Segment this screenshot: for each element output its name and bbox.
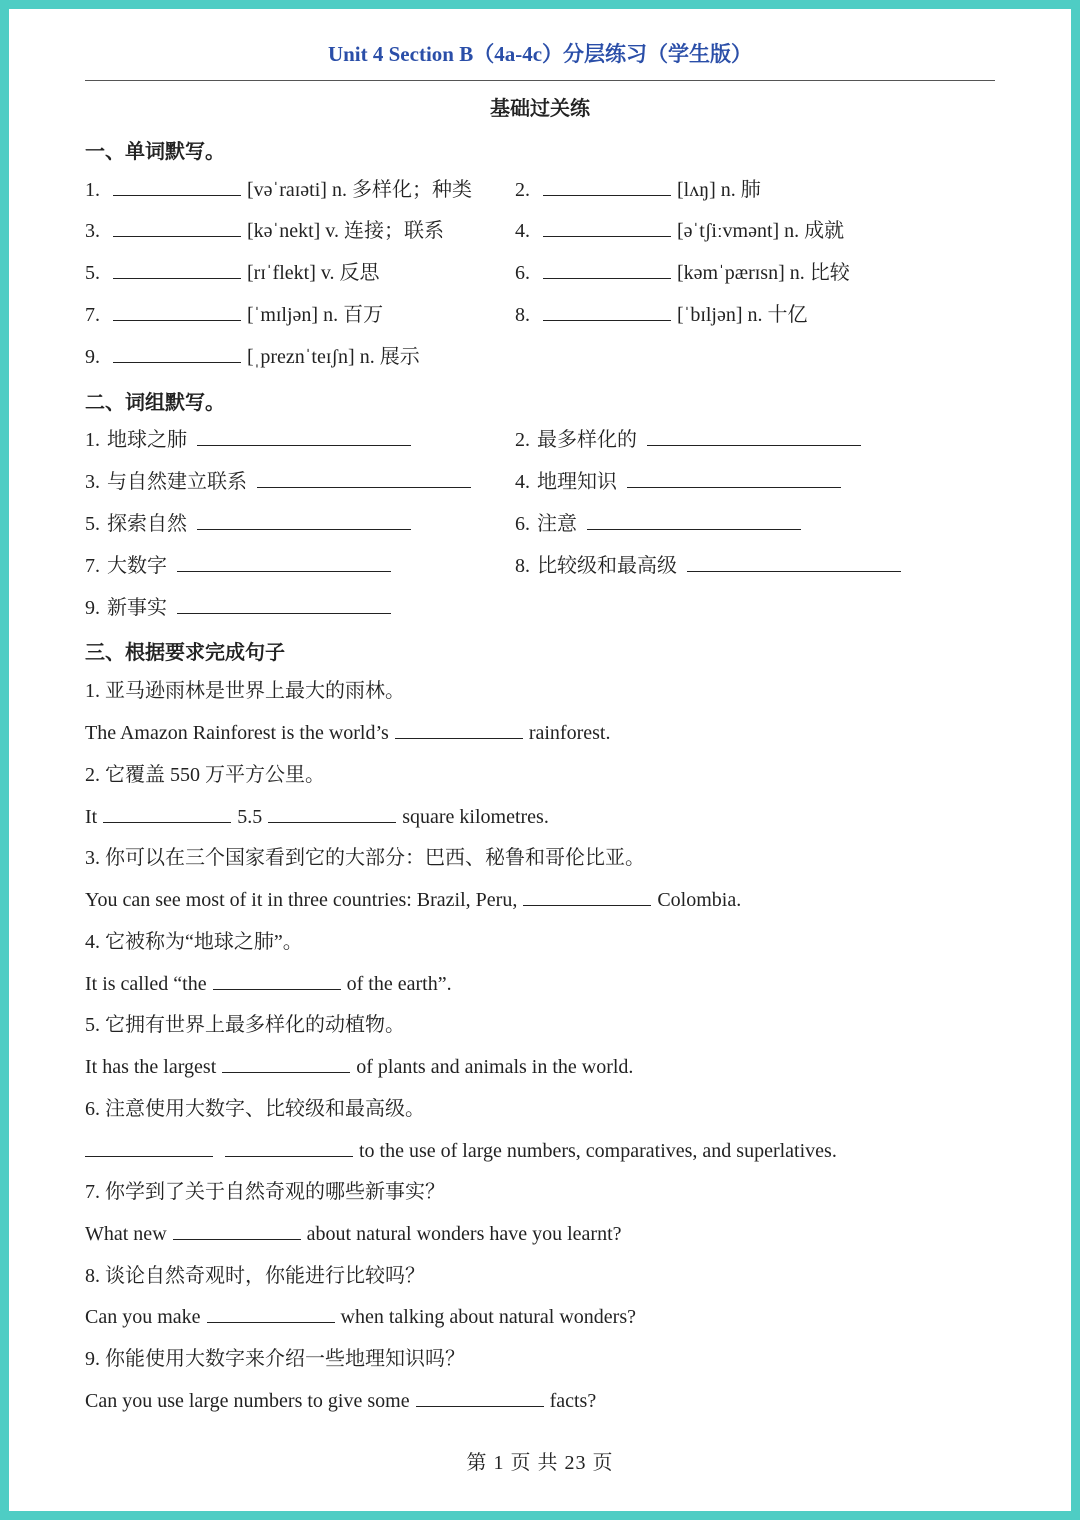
s2-item-6 <box>515 511 807 537</box>
item-text: 地理知识 <box>537 471 617 493</box>
answer-blank[interactable] <box>257 469 471 488</box>
item-number: 1. <box>85 179 100 201</box>
answer-blank[interactable] <box>647 427 861 446</box>
s1-item-7 <box>85 302 383 328</box>
answer-blank[interactable] <box>113 177 241 196</box>
q1-english <box>85 720 610 746</box>
q8-english <box>85 1304 636 1330</box>
answer-blank[interactable] <box>523 887 651 906</box>
item-number: 9. <box>85 346 100 368</box>
q4-english <box>85 971 452 997</box>
item-number: 4. <box>515 220 530 242</box>
q9-chinese: 9. 你能使用大数字来介绍一些地理知识吗？ <box>85 1348 465 1370</box>
q2-english <box>85 804 549 830</box>
q5-chinese: 5. 它拥有世界上最多样化的动植物。 <box>85 1014 405 1036</box>
item-text: 大数字 <box>107 555 167 577</box>
s1-item-8 <box>515 302 808 328</box>
item-text: [ˈbɪljən] n. 十亿 <box>677 304 808 326</box>
item-text: [kəˈnekt] v. 连接；联系 <box>247 220 444 242</box>
answer-blank[interactable] <box>543 302 671 321</box>
item-text: 探索自然 <box>107 513 187 535</box>
s1-item-4 <box>515 218 844 244</box>
sentence-text: Can you use large numbers to give some <box>85 1390 410 1412</box>
document-subtitle: 基础过关练 <box>490 98 590 120</box>
item-text: [kəmˈpærɪsn] n. 比较 <box>677 262 850 284</box>
item-number: 1. <box>85 429 100 451</box>
item-text: [əˈtʃiːvmənt] n. 成就 <box>677 220 845 242</box>
answer-blank[interactable] <box>213 971 341 990</box>
item-text: 与自然建立联系 <box>107 471 247 493</box>
s2-item-4 <box>515 469 847 495</box>
answer-blank[interactable] <box>113 344 241 363</box>
item-number: 7. <box>85 555 100 577</box>
answer-blank[interactable] <box>207 1304 335 1323</box>
item-number: 6. <box>515 513 530 535</box>
answer-blank[interactable] <box>173 1221 301 1240</box>
section3-heading: 三、根据要求完成句子 <box>85 642 285 664</box>
item-number: 2. <box>515 179 530 201</box>
q9-english <box>85 1388 596 1414</box>
sentence-text: What new <box>85 1223 167 1245</box>
s1-item-6 <box>515 260 850 286</box>
item-number: 6. <box>515 262 530 284</box>
s1-item-9 <box>85 344 420 370</box>
answer-blank[interactable] <box>103 804 231 823</box>
q3-chinese: 3. 你可以在三个国家看到它的大部分：巴西、秘鲁和哥伦比亚。 <box>85 847 645 869</box>
answer-blank[interactable] <box>543 218 671 237</box>
sentence-text: of plants and animals in the world. <box>356 1056 634 1078</box>
answer-blank[interactable] <box>177 553 391 572</box>
answer-blank[interactable] <box>627 469 841 488</box>
item-number: 5. <box>85 262 100 284</box>
q7-english <box>85 1221 622 1247</box>
item-text: [ˌpreznˈteɪʃn] n. 展示 <box>247 346 420 368</box>
sentence-text: facts? <box>549 1390 597 1412</box>
answer-blank[interactable] <box>395 720 523 739</box>
answer-blank[interactable] <box>113 302 241 321</box>
item-number: 5. <box>85 513 100 535</box>
answer-blank[interactable] <box>177 595 391 614</box>
page-footer: 第 1 页 共 23 页 <box>466 1452 614 1474</box>
sentence-text: about natural wonders have you learnt? <box>306 1223 622 1245</box>
sentence-text: It has the largest <box>85 1056 217 1078</box>
s1-item-3 <box>85 218 444 244</box>
sentence-text: It <box>85 806 98 828</box>
sentence-text: You can see most of it in three countries: Brazil, Peru, <box>85 889 518 911</box>
sentence-text: Colombia. <box>657 889 742 911</box>
s2-item-8 <box>515 553 907 579</box>
answer-blank[interactable] <box>587 511 801 530</box>
item-number: 8. <box>515 555 530 577</box>
q6-chinese: 6. 注意使用大数字、比较级和最高级。 <box>85 1098 425 1120</box>
item-text: [ˈmɪljən] n. 百万 <box>247 304 384 326</box>
answer-blank[interactable] <box>197 427 411 446</box>
answer-blank[interactable] <box>416 1388 544 1407</box>
answer-blank[interactable] <box>687 553 901 572</box>
item-number: 9. <box>85 597 100 619</box>
q6-english <box>85 1138 837 1164</box>
q5-english <box>85 1054 633 1080</box>
item-number: 7. <box>85 304 100 326</box>
answer-blank[interactable] <box>197 511 411 530</box>
sentence-text: of the earth”. <box>346 973 452 995</box>
item-text: 比较级和最高级 <box>537 555 677 577</box>
sentence-text: square kilometres. <box>402 806 549 828</box>
item-text: 新事实 <box>107 597 167 619</box>
answer-blank[interactable] <box>85 1138 213 1157</box>
item-number: 3. <box>85 220 100 242</box>
item-number: 3. <box>85 471 100 493</box>
item-text: [rɪˈflekt] v. 反思 <box>247 262 380 284</box>
item-text: [vəˈraɪəti] n. 多样化；种类 <box>247 179 472 201</box>
answer-blank[interactable] <box>113 218 241 237</box>
answer-blank[interactable] <box>268 804 396 823</box>
s2-item-3 <box>85 469 477 495</box>
sentence-text: It is called “the <box>85 973 207 995</box>
q4-chinese: 4. 它被称为“地球之肺”。 <box>85 931 303 953</box>
s2-item-7 <box>85 553 397 579</box>
section2-heading: 二、词组默写。 <box>85 392 225 414</box>
s1-item-1 <box>85 177 472 203</box>
sentence-text: when talking about natural wonders? <box>340 1306 636 1328</box>
section1-heading: 一、单词默写。 <box>85 141 225 163</box>
s2-item-5 <box>85 511 417 537</box>
answer-blank[interactable] <box>225 1138 353 1157</box>
s2-item-2 <box>515 427 867 453</box>
item-text: [lʌŋ] n. 肺 <box>677 179 761 201</box>
q1-chinese: 1. 亚马逊雨林是世界上最大的雨林。 <box>85 680 405 702</box>
s1-item-5 <box>85 260 380 286</box>
item-text: 最多样化的 <box>537 429 637 451</box>
q3-english <box>85 887 741 913</box>
s2-item-1 <box>85 427 417 453</box>
document-title: Unit 4 Section B（4a-4c）分层练习（学生版） <box>327 42 753 66</box>
s2-item-9 <box>85 595 397 621</box>
answer-blank[interactable] <box>222 1054 350 1073</box>
item-number: 2. <box>515 429 530 451</box>
item-number: 4. <box>515 471 530 493</box>
sentence-text: The Amazon Rainforest is the world’s <box>85 722 389 744</box>
item-text: 注意 <box>537 513 577 535</box>
q8-chinese: 8. 谈论自然奇观时，你能进行比较吗？ <box>85 1265 425 1287</box>
item-number: 8. <box>515 304 530 326</box>
q7-chinese: 7. 你学到了关于自然奇观的哪些新事实？ <box>85 1181 445 1203</box>
q2-chinese: 2. 它覆盖 550 万平方公里。 <box>85 764 325 786</box>
answer-blank[interactable] <box>113 260 241 279</box>
sentence-text: to the use of large numbers, comparatives, and superlatives. <box>359 1140 837 1162</box>
header-rule <box>85 80 995 81</box>
s1-item-2 <box>515 177 761 203</box>
answer-blank[interactable] <box>543 260 671 279</box>
sentence-text: rainforest. <box>528 722 611 744</box>
answer-blank[interactable] <box>543 177 671 196</box>
item-text: 地球之肺 <box>107 429 187 451</box>
sentence-text: 5.5 <box>237 806 263 828</box>
sentence-text: Can you make <box>85 1306 201 1328</box>
